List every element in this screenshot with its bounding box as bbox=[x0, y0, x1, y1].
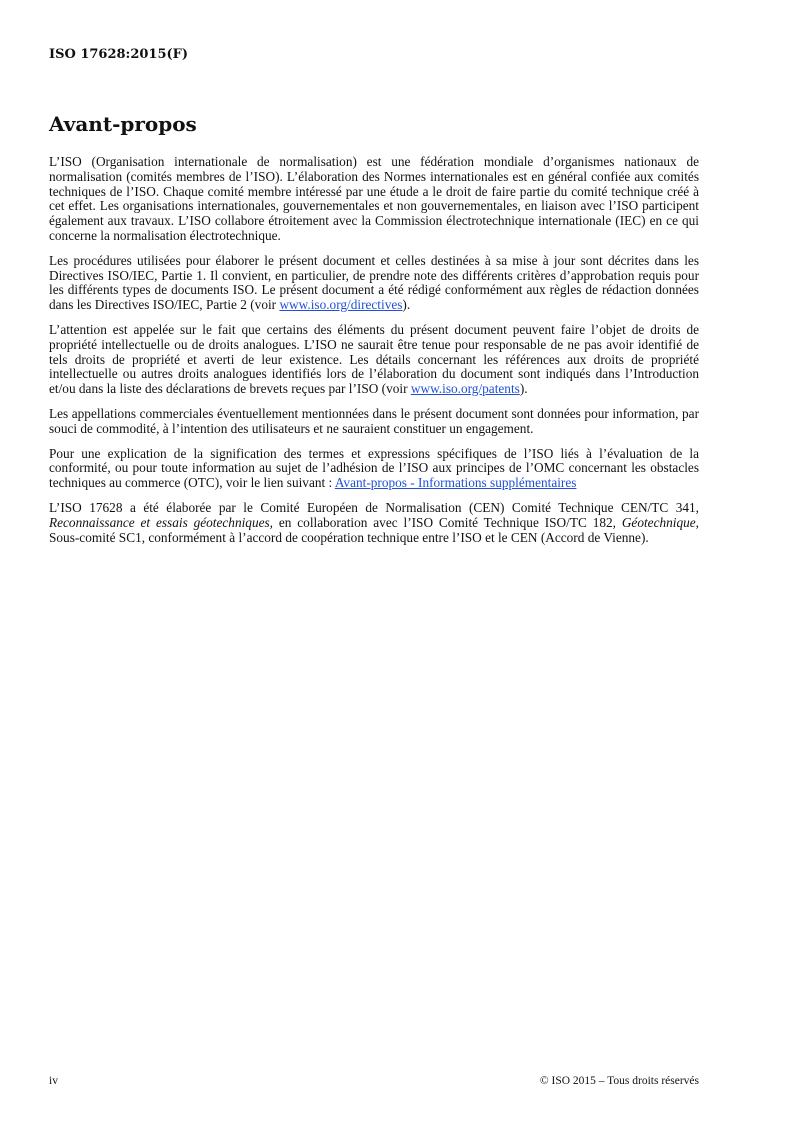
paragraph-procedures-text: Les procédures utilisées pour élaborer le présent document et celles destinées à sa mise à jour sont décrites dans les Directives ISO/IEC, Partie 1. Il convient, en particulier, de prendre note des différents critères d’approbation requis pour les différents types de documents ISO. Le présent document a été rédigé conformément aux règles de rédaction données dans les Directives ISO/IEC, Partie 2 (voir bbox=[49, 252, 699, 313]
paragraph-procedures-end: ). bbox=[402, 297, 411, 313]
paragraph-committee-a: L’ISO 17628 a été élaborée par le Comité Européen de Normalisation (CEN) Comité Technique CEN/TC 341, bbox=[49, 499, 699, 515]
paragraph-patents-end: ). bbox=[519, 381, 528, 397]
foreword-body bbox=[49, 155, 699, 555]
paragraph-procedures bbox=[49, 254, 699, 313]
paragraph-committee-c: , Sous-comité SC1, conformément à l’accord de coopération technique entre l’ISO et le CEN (Accord de Vienne). bbox=[49, 514, 699, 545]
paragraph-patents-text: L’attention est appelée sur le fait que certains des éléments du présent document peuvent faire l’objet de droits de propriété intellectuelle ou de droits analogues. L’ISO ne saurait être tenue pour responsable de ne pas avoir identifié de tels droits de propriété et averti de leur existence. Les détails concernant les références aux droits de propriété intellectuelle ou autres droits analogues identifiés lors de l’élaboration du document sont indiqués dans l’Introduction et/ou dans la liste des déclarations de brevets reçues par l’ISO (voir bbox=[49, 321, 699, 397]
supplementary-info-link[interactable]: Avant-propos - Informations supplémentaires bbox=[334, 475, 577, 491]
patents-link[interactable]: www.iso.org/patents bbox=[410, 381, 520, 397]
page-number: iv bbox=[49, 1075, 58, 1087]
paragraph-committee-b: en collaboration avec l’ISO Comité Technique ISO/TC 182, bbox=[273, 514, 622, 530]
paragraph-patents bbox=[49, 323, 699, 397]
paragraph-conformity-text: Pour une explication de la signification des termes et expressions spécifiques de l’ISO liés à l’évaluation de la conformité, ou pour toute information au sujet de l’adhésion de l’ISO aux principes de l’OMC concernant les obstacles techniques au commerce (OTC), voir le lien suivant : bbox=[49, 445, 699, 491]
copyright-notice: © ISO 2015 – Tous droits réservés bbox=[539, 1075, 699, 1087]
paragraph-iso-intro: L’ISO (Organisation internationale de normalisation) est une fédération mondiale d’organismes nationaux de normalisation (comités membres de l’ISO). L’élaboration des Normes internationales est en général confiée aux comités techniques de l’ISO. Chaque comité membre intéressé par une étude a le droit de faire partie du comité technique créé à cet effet. Les organisations internationales, gouvernementales et non gouvernementales, en liaison avec l’ISO participent également aux travaux. L’ISO collabore étroitement avec la Commission électrotechnique internationale (IEC) en ce qui concerne la normalisation électrotechnique. bbox=[49, 154, 699, 243]
paragraph-trade-names: Les appellations commerciales éventuellement mentionnées dans le présent document sont données pour information, par souci de commodité, à l’intention des utilisateurs et ne sauraient constituer un engagement. bbox=[49, 405, 699, 436]
geotechnique-italic: Géotechnique bbox=[621, 514, 696, 530]
directives-link[interactable]: www.iso.org/directives bbox=[279, 297, 403, 313]
document-id: ISO 17628:2015(F) bbox=[49, 47, 189, 62]
committee-title-italic: Reconnaissance et essais géotechniques, bbox=[49, 514, 273, 530]
page-title: Avant-propos bbox=[49, 112, 197, 136]
paragraph-committee bbox=[49, 501, 699, 545]
paragraph-conformity bbox=[49, 447, 699, 491]
